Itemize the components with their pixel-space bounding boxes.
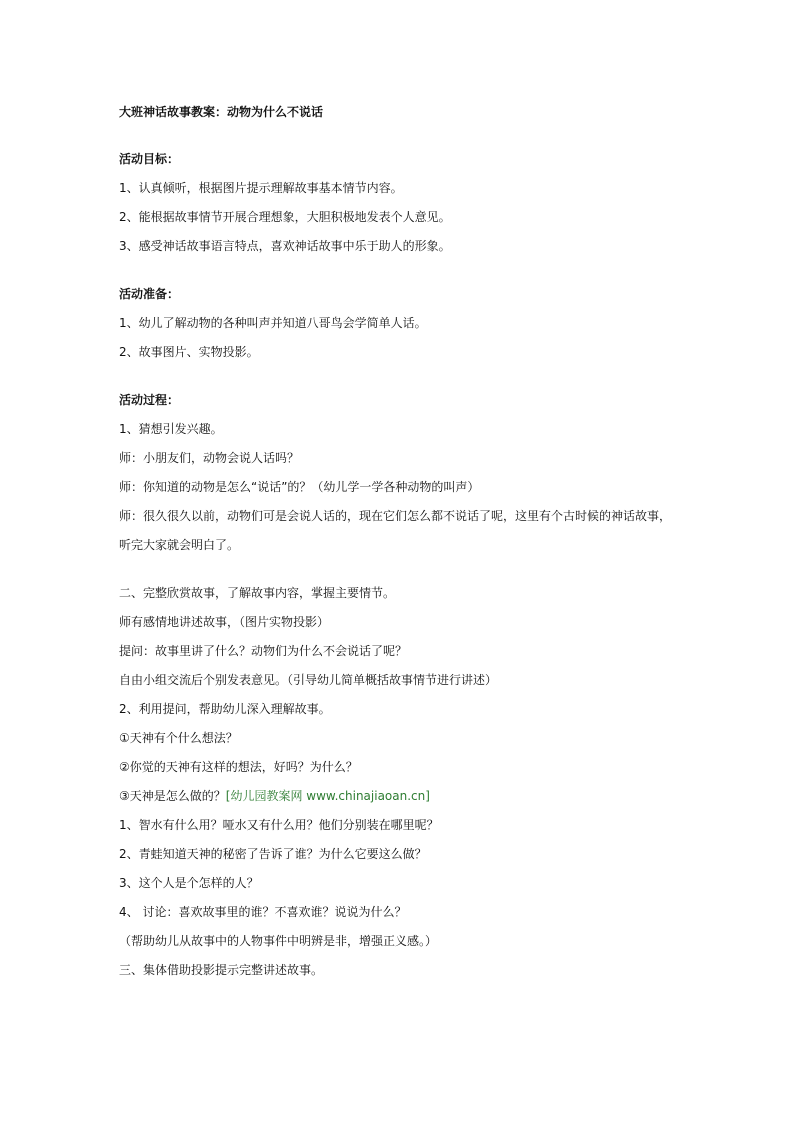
- source-link[interactable]: [幼儿园教案网 www.chinajiaoan.cn]: [225, 789, 430, 803]
- part2-line-3: 提问：故事里讲了什么？动物们为什么不会说话了呢？: [119, 644, 408, 658]
- process-line-5: 听完大家就会明白了。: [119, 538, 240, 552]
- process-line-2: 师：小朋友们，动物会说人话吗？: [119, 451, 300, 465]
- process-line-3: 师：你知道的动物是怎么“说话”的？（幼儿学一学各种动物的叫声）: [119, 480, 480, 494]
- goal-item-2: 2、能根据故事情节开展合理想象，大胆积极地发表个人意见。: [119, 210, 451, 224]
- section-heading-process: 活动过程：: [119, 393, 180, 407]
- process-line-1: 1、猜想引发兴趣。: [119, 422, 223, 436]
- part2-line-9: 1、智水有什么用？哑水又有什么用？他们分别装在哪里呢？: [119, 818, 439, 832]
- goal-item-1: 1、认真倾听，根据图片提示理解故事基本情节内容。: [119, 181, 403, 195]
- part2-line-6: ①天神有个什么想法？: [119, 731, 238, 745]
- part2-line-1: 二、完整欣赏故事，了解故事内容，掌握主要情节。: [119, 586, 396, 600]
- question-prefix: ③天神是怎么做的？: [119, 789, 226, 803]
- section-heading-goals: 活动目标：: [119, 152, 180, 166]
- prep-item-1: 1、幼儿了解动物的各种叫声并知道八哥鸟会学简单人话。: [119, 316, 427, 330]
- process-line-4: 师：很久很久以前，动物们可是会说人话的，现在它们怎么都不说话了呢，这里有个古时候的神话故事，: [119, 509, 672, 523]
- part2-line-8: [119, 788, 679, 804]
- part2-line-12: 4、 讨论：喜欢故事里的谁？不喜欢谁？说说为什么？: [119, 905, 407, 919]
- part2-line-7: ②你觉的天神有这样的想法，好吗？为什么？: [119, 760, 358, 774]
- prep-item-2: 2、故事图片、实物投影。: [119, 345, 259, 359]
- part2-line-2: 师有感情地讲述故事，（图片实物投影）: [119, 615, 330, 629]
- part2-line-13: （帮助幼儿从故事中的人物事件中明辨是非，增强正义感。）: [119, 934, 438, 948]
- part3-line-1: 三、集体借助投影提示完整讲述故事。: [119, 963, 324, 977]
- section-heading-preparation: 活动准备：: [119, 287, 180, 301]
- part2-line-10: 2、青蛙知道天神的秘密了告诉了谁？为什么它要这么做？: [119, 847, 427, 861]
- goal-item-3: 3、感受神话故事语言特点，喜欢神话故事中乐于助人的形象。: [119, 239, 451, 253]
- part2-line-11: 3、这个人是个怎样的人？: [119, 876, 259, 890]
- part2-line-4: 自由小组交流后个别发表意见。（引导幼儿简单概括故事情节进行讲述）: [119, 673, 498, 687]
- part2-line-5: 2、利用提问，帮助幼儿深入理解故事。: [119, 702, 331, 716]
- document-title: 大班神话故事教案：动物为什么不说话: [119, 105, 324, 119]
